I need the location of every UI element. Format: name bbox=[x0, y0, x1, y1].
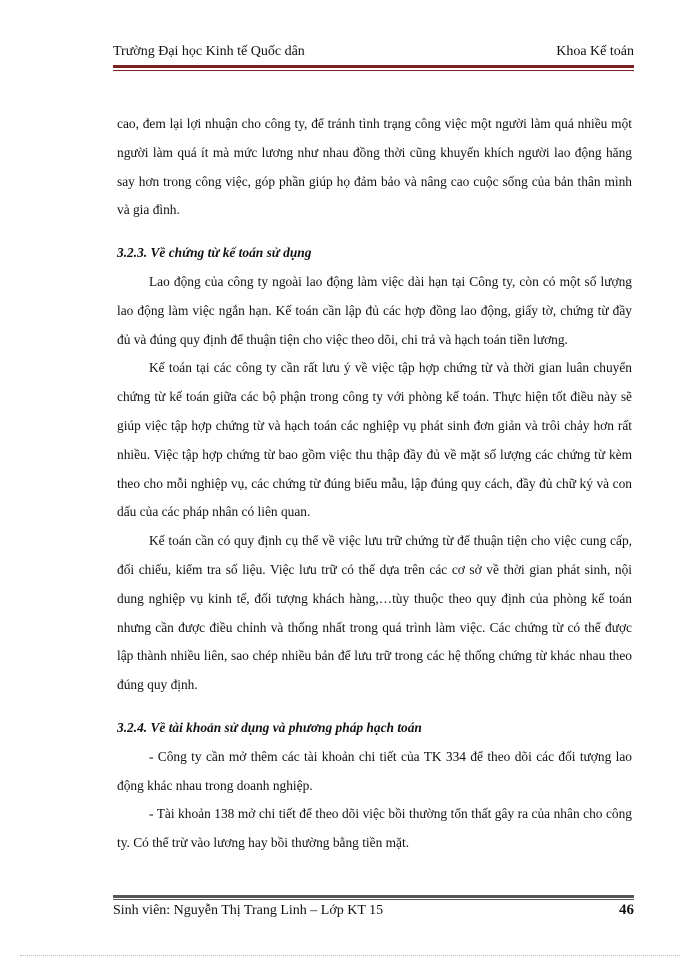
paragraph: - Tài khoản 138 mở chi tiết để theo dõi việc bồi thường tổn thất gây ra của nhân cho công ty. Có thể trừ vào lương hay bồi thường bằng tiền mặt. bbox=[117, 806, 632, 851]
header-rule bbox=[113, 65, 634, 68]
paragraph: cao, đem lại lợi nhuận cho công ty, để tránh tình trạng công việc một người làm quá nhiều một người làm quá ít mà mức lương như nhau đồng thời cũng khuyến khích người lao động hăng say hơn trong công việc, góp phần giúp họ đảm bảo và nâng cao cuộc sống của bản thân mình và gia đình. bbox=[117, 116, 632, 218]
page-edge-divider bbox=[20, 955, 680, 956]
header-university: Trường Đại học Kinh tế Quốc dân bbox=[113, 44, 305, 59]
footer-rule bbox=[113, 895, 634, 898]
page-body bbox=[117, 110, 632, 858]
page-header bbox=[113, 44, 634, 60]
paragraph: Lao động của công ty ngoài lao động làm việc dài hạn tại Công ty, còn có một số lượng lao động làm việc ngắn hạn. Kế toán cần lập đủ các hợp đồng lao động, giấy tờ, chứng từ đầy đủ và đúng quy định để thuận tiện cho việc theo dõi, chi trả và hạch toán tiền lương. bbox=[117, 273, 632, 347]
footer-rule-thin bbox=[113, 899, 634, 900]
page-footer bbox=[113, 902, 634, 919]
footer-student: Sinh viên: Nguyễn Thị Trang Linh – Lớp KT 15 bbox=[113, 903, 384, 918]
paragraph: Kế toán tại các công ty cần rất lưu ý về việc tập hợp chứng từ và thời gian luân chuyển chứng từ kế toán giữa các bộ phận trong công ty với phòng kế toán. Thực hiện tốt điều này sẽ giúp việc tập hợp chứng từ và hạch toán các nghiệp vụ phát sinh đơn giản và trôi chảy hơn rất nhiều. Việc tập hợp chứng từ bao gồm việc thu thập đầy đủ về mặt số lượng các chứng từ kèm theo cho mỗi nghiệp vụ, các chứng từ đúng biểu mẫu, lập đúng quy cách, đầy đủ chữ ký và con dấu của các pháp nhân có liên quan. bbox=[117, 360, 632, 520]
section-heading-3-2-4: 3.2.4. Về tài khoản sử dụng và phương pháp hạch toán bbox=[117, 719, 422, 735]
paragraph: - Công ty cần mở thêm các tài khoản chi tiết của TK 334 để theo dõi các đối tượng lao động khác nhau trong doanh nghiệp. bbox=[117, 748, 632, 793]
page-number: 46 bbox=[619, 902, 634, 918]
header-faculty: Khoa Kế toán bbox=[556, 44, 634, 59]
header-rule-thin bbox=[113, 70, 634, 71]
paragraph: Kế toán cần có quy định cụ thể về việc lưu trữ chứng từ để thuận tiện cho việc cung cấp, đối chiếu, kiểm tra số liệu. Việc lưu trữ có thể dựa trên các cơ sở về thời gian phát sinh, nội dung nghiệp vụ kinh tế, đối tượng khách hàng,…tùy thuộc theo quy định của phòng kế toán nhưng cần được điều chỉnh và thống nhất trong quá trình làm việc. Các chứng từ có thể được lập thành nhiều liên, sao chép nhiều bản để lưu trữ trong các hệ thống chứng từ khác nhau theo đúng quy định. bbox=[117, 533, 632, 693]
section-heading-3-2-3: 3.2.3. Về chứng từ kế toán sử dụng bbox=[117, 245, 312, 261]
